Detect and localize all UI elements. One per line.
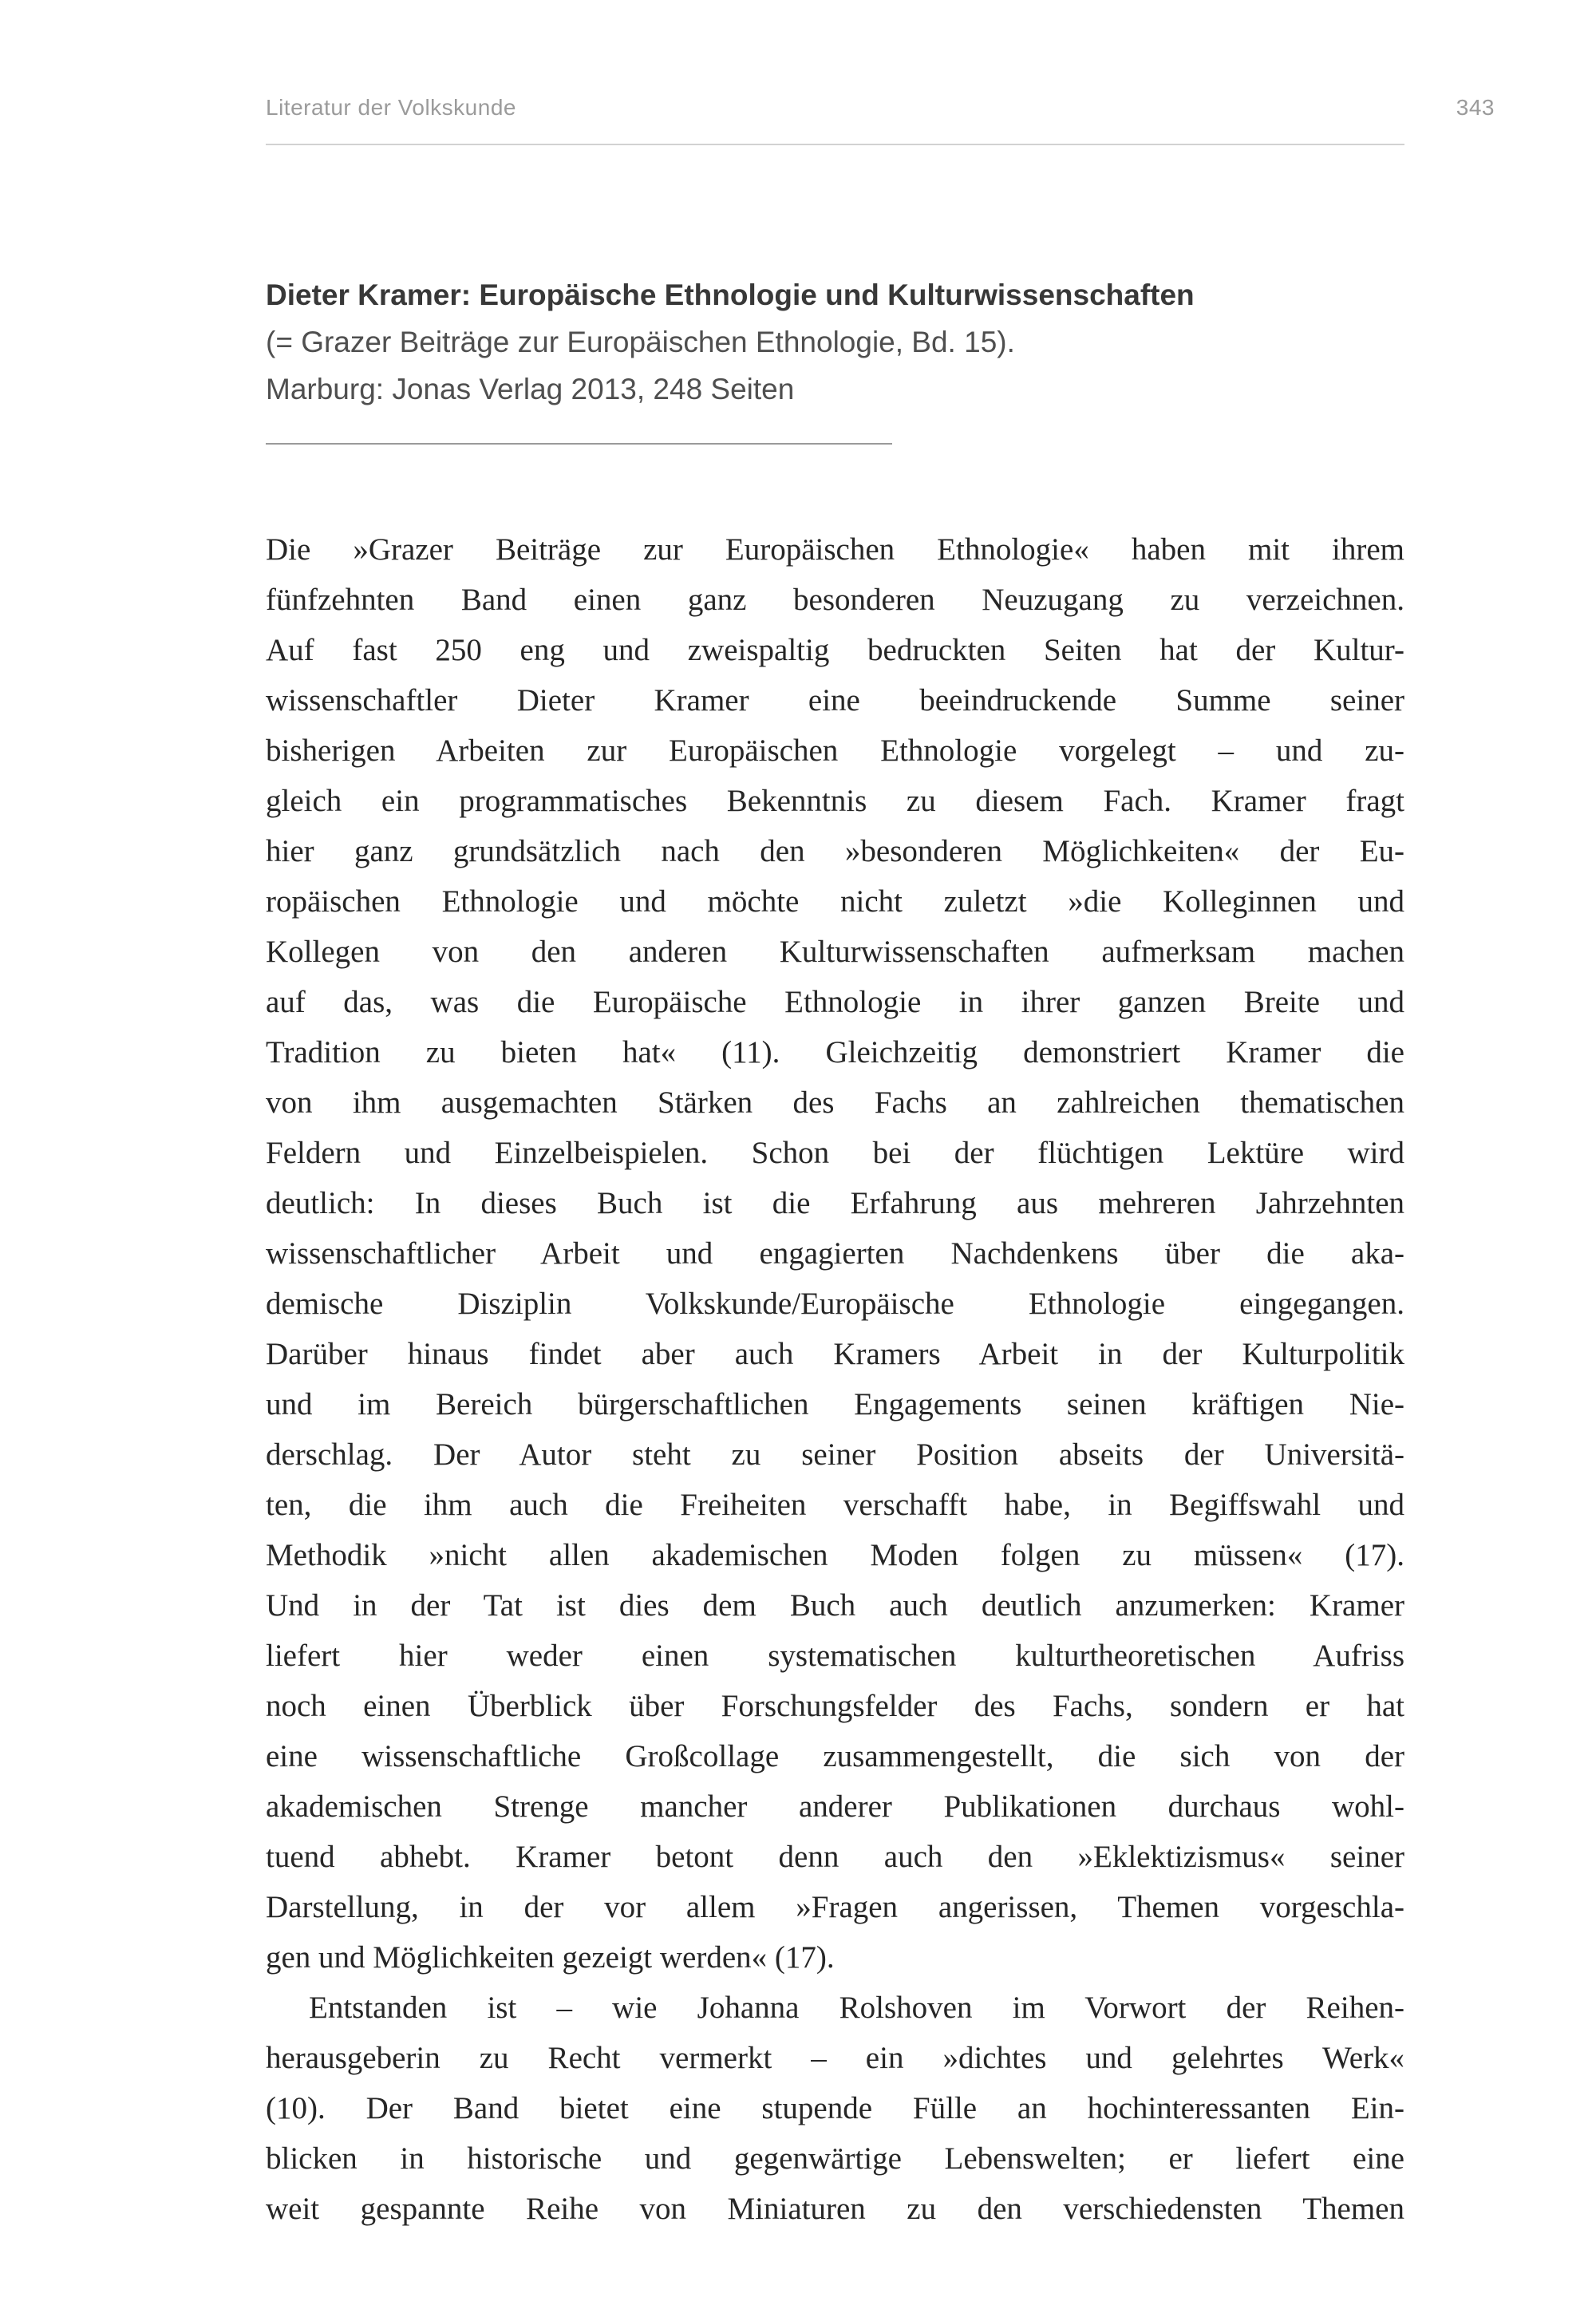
text-line: von ihm ausgemachten Stärken des Fachs an zahlreichen thematischen [266, 1085, 1404, 1120]
text-line: Die »Grazer Beiträge zur Europäischen Ethnologie« haben mit ihrem [266, 532, 1404, 567]
text-line: liefert hier weder einen systematischen kulturtheoretischen Aufriss [266, 1639, 1404, 1673]
text-line: hier ganz grundsätzlich nach den »besonderen Möglichkeiten« der Eu- [266, 834, 1404, 868]
paragraph [266, 524, 1404, 1983]
text-line: Methodik »nicht allen akademischen Moden folgen zu müssen« (17). [266, 1538, 1404, 1572]
text-line: und im Bereich bürgerschaftlichen Engagements seinen kräftigen Nie- [266, 1387, 1404, 1421]
text-line: wissenschaftler Dieter Kramer eine beeindruckende Summe seiner [266, 683, 1404, 718]
running-title: Literatur der Volkskunde [266, 95, 516, 120]
text-line: fünfzehnten Band einen ganz besonderen Neuzugang zu verzeichnen. [266, 583, 1404, 617]
review-body [266, 524, 1404, 2234]
text-line: Tradition zu bieten hat« (11). Gleichzeitig demonstriert Kramer die [266, 1035, 1404, 1069]
text-line: noch einen Überblick über Forschungsfelder des Fachs, sondern er hat [266, 1689, 1404, 1723]
review-series: (= Grazer Beiträge zur Europäischen Ethnologie, Bd. 15). [266, 326, 1015, 358]
text-line: Darstellung, in der vor allem »Fragen angerissen, Themen vorgeschla- [266, 1890, 1404, 1924]
review-heading [266, 271, 1404, 413]
text-line: auf das, was die Europäische Ethnologie in ihrer ganzen Breite und [266, 985, 1404, 1019]
text-line: deutlich: In dieses Buch ist die Erfahrung aus mehreren Jahrzehnten [266, 1186, 1404, 1220]
text-line: blicken in historische und gegenwärtige Lebenswelten; er liefert eine [266, 2141, 1404, 2176]
heading-rule [266, 443, 892, 445]
text-line: Darüber hinaus findet aber auch Kramers Arbeit in der Kulturpolitik [266, 1337, 1404, 1371]
paragraph [266, 1983, 1404, 2234]
text-line: ten, die ihm auch die Freiheiten verschafft habe, in Begiffswahl und [266, 1488, 1404, 1522]
text-line: (10). Der Band bietet eine stupende Fülle an hochinteressanten Ein- [266, 2091, 1404, 2125]
review-title: Dieter Kramer: Europäische Ethnologie und Kulturwissenschaften [266, 279, 1195, 311]
text-line: eine wissenschaftliche Großcollage zusammengestellt, die sich von der [266, 1739, 1404, 1773]
text-line: derschlag. Der Autor steht zu seiner Position abseits der Universitä- [266, 1437, 1404, 1472]
page-number: 343 [1456, 95, 1495, 120]
text-line: wissenschaftlicher Arbeit und engagierten Nachdenkens über die aka- [266, 1236, 1404, 1271]
text-line: Kollegen von den anderen Kulturwissenschaften aufmerksam machen [266, 935, 1404, 969]
text-line: Feldern und Einzelbeispielen. Schon bei der flüchtigen Lektüre wird [266, 1136, 1404, 1170]
text-line: gen und Möglichkeiten gezeigt werden« (17). [266, 1940, 835, 1975]
header-rule [266, 144, 1404, 145]
text-line: Auf fast 250 eng und zweispaltig bedruckten Seiten hat der Kultur- [266, 633, 1404, 667]
text-line: herausgeberin zu Recht vermerkt – ein »dichtes und gelehrtes Werk« [266, 2041, 1404, 2075]
text-line: demische Disziplin Volkskunde/Europäische Ethnologie eingegangen. [266, 1287, 1404, 1321]
text-line: Entstanden ist – wie Johanna Rolshoven im Vorwort der Reihen- [309, 1991, 1404, 2025]
text-line: ropäischen Ethnologie und möchte nicht zuletzt »die Kolleginnen und [266, 884, 1404, 919]
text-line: weit gespannte Reihe von Miniaturen zu den verschiedensten Themen [266, 2192, 1404, 2226]
text-line: Und in der Tat ist dies dem Buch auch deutlich anzumerken: Kramer [266, 1588, 1404, 1623]
running-header [266, 94, 1495, 121]
text-line: bisherigen Arbeiten zur Europäischen Ethnologie vorgelegt – und zu- [266, 733, 1404, 768]
review-imprint: Marburg: Jonas Verlag 2013, 248 Seiten [266, 373, 795, 405]
text-line: gleich ein programmatisches Bekenntnis zu diesem Fach. Kramer fragt [266, 784, 1404, 818]
text-line: tuend abhebt. Kramer betont denn auch den »Eklektizismus« seiner [266, 1840, 1404, 1874]
text-line: akademischen Strenge mancher anderer Publikationen durchaus wohl- [266, 1789, 1404, 1824]
